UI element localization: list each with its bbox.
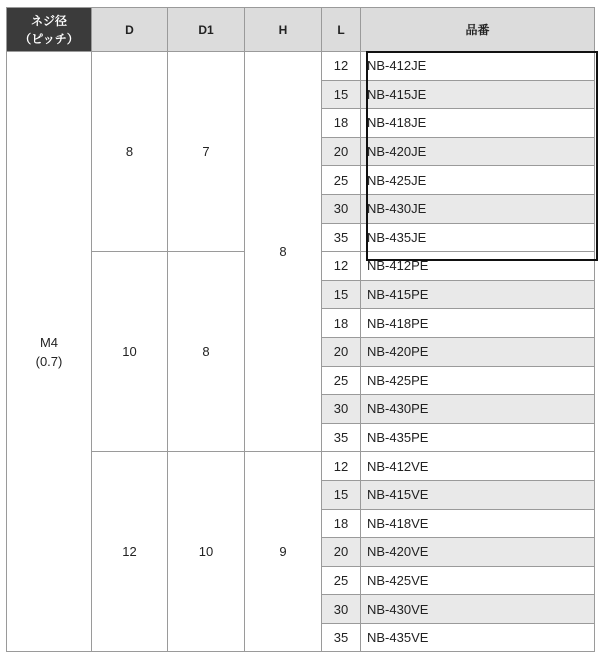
part-number: NB-415JE	[361, 80, 595, 109]
part-number: NB-425PE	[361, 366, 595, 395]
part-number: NB-412VE	[361, 452, 595, 481]
l-value: 12	[322, 52, 361, 81]
part-number: NB-425JE	[361, 166, 595, 195]
l-value: 35	[322, 623, 361, 652]
l-value: 15	[322, 280, 361, 309]
header-l: L	[322, 8, 361, 52]
l-value: 20	[322, 337, 361, 366]
d1-value: 8	[168, 252, 245, 452]
header-d: D	[92, 8, 168, 52]
part-number: NB-435VE	[361, 623, 595, 652]
header-thread-pitch	[7, 8, 92, 52]
part-number: NB-435JE	[361, 223, 595, 252]
l-value: 18	[322, 509, 361, 538]
part-number: NB-412PE	[361, 252, 595, 281]
d-value: 12	[92, 452, 168, 652]
table-row	[7, 452, 595, 481]
part-number: NB-420VE	[361, 538, 595, 567]
part-number: NB-425VE	[361, 566, 595, 595]
part-number: NB-415PE	[361, 280, 595, 309]
thread-size: M4	[39, 334, 59, 350]
l-value: 20	[322, 137, 361, 166]
table-row	[7, 52, 595, 81]
l-value: 30	[322, 395, 361, 424]
l-value: 18	[322, 309, 361, 338]
d1-value: 10	[168, 452, 245, 652]
part-number: NB-420PE	[361, 337, 595, 366]
part-number: NB-430VE	[361, 595, 595, 624]
header-row	[7, 8, 595, 52]
thread-pitch: (0.7)	[35, 353, 63, 369]
part-number: NB-418JE	[361, 109, 595, 138]
l-value: 25	[322, 166, 361, 195]
l-value: 25	[322, 366, 361, 395]
header-h: H	[245, 8, 322, 52]
header-part-number: 品番	[361, 8, 595, 52]
d-value: 8	[92, 52, 168, 252]
l-value: 20	[322, 538, 361, 567]
header-thread-label: ネジ径	[30, 13, 67, 28]
table-body	[7, 52, 595, 652]
part-number: NB-430PE	[361, 395, 595, 424]
part-number: NB-430JE	[361, 194, 595, 223]
part-number: NB-435PE	[361, 423, 595, 452]
l-value: 25	[322, 566, 361, 595]
l-value: 30	[322, 595, 361, 624]
l-value: 35	[322, 423, 361, 452]
spec-table-container	[6, 7, 595, 652]
part-number: NB-418VE	[361, 509, 595, 538]
l-value: 12	[322, 452, 361, 481]
part-number: NB-412JE	[361, 52, 595, 81]
l-value: 15	[322, 480, 361, 509]
part-number: NB-420JE	[361, 137, 595, 166]
thread-size-cell	[7, 52, 92, 652]
l-value: 15	[322, 80, 361, 109]
part-number: NB-415VE	[361, 480, 595, 509]
l-value: 12	[322, 252, 361, 281]
part-number: NB-418PE	[361, 309, 595, 338]
l-value: 18	[322, 109, 361, 138]
header-d1: D1	[168, 8, 245, 52]
l-value: 30	[322, 194, 361, 223]
l-value: 35	[322, 223, 361, 252]
h-value: 9	[245, 452, 322, 652]
d1-value: 7	[168, 52, 245, 252]
spec-table	[6, 7, 595, 652]
header-pitch-label: （ピッチ）	[19, 31, 79, 46]
h-value: 8	[245, 52, 322, 452]
d-value: 10	[92, 252, 168, 452]
